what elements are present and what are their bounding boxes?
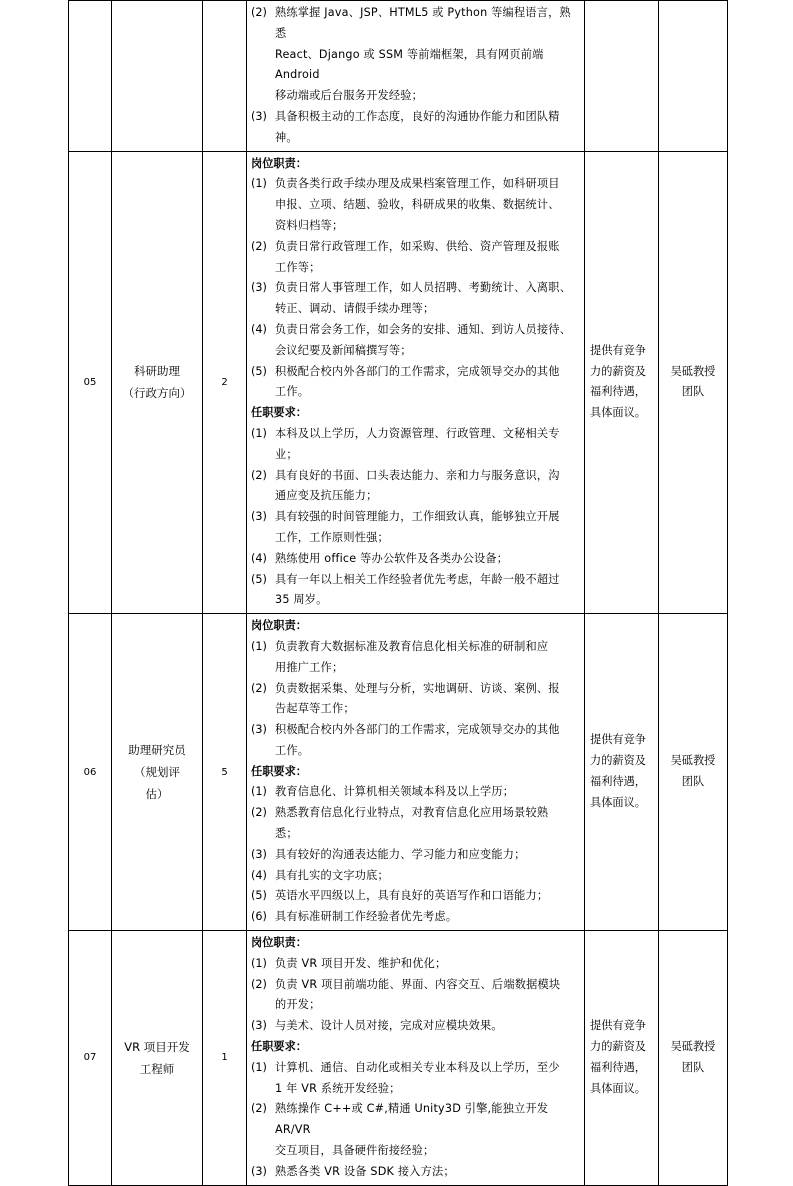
headcount-text: 5 <box>221 766 228 778</box>
item-line: 工作等； <box>275 260 321 274</box>
salary-info <box>585 1 659 152</box>
team-line: 团队 <box>681 385 705 399</box>
item-text <box>275 1162 580 1183</box>
job-title <box>112 1 203 152</box>
item-line: 悉； <box>275 827 298 841</box>
item-line: 具有较强的时间管理能力，工作细致认真，能够独立开展 <box>275 510 560 524</box>
item-number: (2) <box>251 977 267 991</box>
item-text <box>275 549 580 570</box>
job-number-text: 07 <box>83 1052 97 1064</box>
requirement-item <box>251 320 580 362</box>
item-text <box>275 278 580 320</box>
item-line: 具有较好的沟通表达能力、学习能力和应变能力； <box>275 847 526 861</box>
job-title-line: （行政方向） <box>122 386 192 401</box>
item-line: 业； <box>275 447 298 461</box>
item-number: (1) <box>251 956 267 970</box>
team-name <box>659 614 728 931</box>
item-text <box>275 570 580 612</box>
salary-line: 力的薪资及 <box>590 754 646 768</box>
job-details <box>247 1 585 152</box>
job-title <box>112 614 203 931</box>
salary-line: 提供有竞争 <box>590 733 646 747</box>
requirement-item <box>251 549 580 570</box>
item-number: (1) <box>251 639 267 653</box>
item-text <box>275 954 580 975</box>
item-number: (1) <box>251 426 267 440</box>
salary-line: 提供有竞争 <box>590 343 646 357</box>
job-number <box>69 931 112 1186</box>
item-number: (1) <box>251 785 267 799</box>
item-line: 负责 VR 项目前端功能、界面、内容交互、后端数据模块 <box>275 977 561 991</box>
job-number-text: 06 <box>83 766 97 778</box>
job-title <box>112 151 203 614</box>
salary-info <box>585 931 659 1186</box>
item-line: 积极配合校内外各部门的工作需求，完成领导交办的其他 <box>275 723 560 737</box>
item-text <box>275 1058 580 1100</box>
requirement-item <box>251 3 580 107</box>
job-number-text: 05 <box>83 376 97 388</box>
requirement-item <box>251 803 580 845</box>
job-title-line: VR 项目开发 <box>124 1039 190 1054</box>
item-number: (6) <box>251 910 267 924</box>
section-heading: 岗位职责： <box>251 936 307 950</box>
headcount <box>203 1 247 152</box>
item-line: 负责日常会务工作，如会务的安排、通知、到访人员接待、 <box>275 322 572 336</box>
team-line: 吴砥教授 <box>670 754 716 768</box>
item-text <box>275 466 580 508</box>
salary-info <box>585 151 659 614</box>
salary-line: 具体面议。 <box>590 1081 646 1095</box>
job-title-line: 估） <box>145 787 169 802</box>
salary-line: 具体面议。 <box>590 406 646 420</box>
requirement-item <box>251 954 580 975</box>
team-line: 吴砥教授 <box>670 364 716 378</box>
item-text <box>275 782 580 803</box>
item-number: (3) <box>251 1019 267 1033</box>
item-line: 35 周岁。 <box>275 593 328 607</box>
team-line: 团队 <box>681 775 705 789</box>
job-title <box>112 931 203 1186</box>
section-heading: 任职要求： <box>251 764 307 778</box>
salary-info <box>585 614 659 931</box>
item-number: (3) <box>251 723 267 737</box>
item-line: 积极配合校内外各部门的工作需求，完成领导交办的其他 <box>275 364 560 378</box>
item-number: (3) <box>251 510 267 524</box>
item-line: 负责数据采集、处理与分析，实地调研、访谈、案例、报 <box>275 681 560 695</box>
job-title-line: 科研助理 <box>134 364 180 379</box>
item-line: 负责教育大数据标准及教育信息化相关标准的研制和应 <box>275 639 549 653</box>
item-text <box>275 803 580 845</box>
item-number: (2) <box>251 681 267 695</box>
item-line: 工作。 <box>275 385 310 399</box>
job-title-line: 助理研究员 <box>128 743 186 758</box>
item-line: 转正、调动、请假手续办理等； <box>275 302 435 316</box>
salary-line: 福利待遇， <box>590 775 646 789</box>
headcount <box>203 614 247 931</box>
item-line: 资料归档等； <box>275 218 344 232</box>
headcount-text: 2 <box>221 376 228 388</box>
item-text <box>275 907 580 928</box>
item-line: 具有一年以上相关工作经验者优先考虑，年龄一般不超过 <box>275 572 560 586</box>
job-title-line: （规划评 <box>134 765 180 780</box>
job-number <box>69 151 112 614</box>
item-line: 英语水平四级以上，具有良好的英语写作和口语能力； <box>275 889 549 903</box>
team-line: 团队 <box>681 1060 705 1074</box>
item-number: (3) <box>251 1164 267 1178</box>
team-name <box>659 1 728 152</box>
item-line: 1 年 VR 系统开发经验； <box>275 1081 401 1095</box>
requirement-item <box>251 720 580 762</box>
section-heading: 任职要求： <box>251 1040 307 1054</box>
item-text <box>275 845 580 866</box>
salary-line: 福利待遇， <box>590 385 646 399</box>
item-text <box>275 679 580 721</box>
item-line: 具备积极主动的工作态度，良好的沟通协作能力和团队精 <box>275 109 560 123</box>
requirement-item <box>251 1058 580 1100</box>
item-line: 教育信息化、计算机相关领域本科及以上学历； <box>275 785 515 799</box>
item-number: (4) <box>251 551 267 565</box>
requirement-item <box>251 679 580 721</box>
item-line: 工作。 <box>275 743 310 757</box>
item-number: (2) <box>251 239 267 253</box>
section-heading: 岗位职责： <box>251 156 307 170</box>
item-line: 熟练掌握 Java、JSP、HTML5 或 Python 等编程语言，熟悉 <box>275 6 571 40</box>
job-details <box>247 614 585 931</box>
item-line: 负责 VR 项目开发、维护和优化； <box>275 956 447 970</box>
requirement-item <box>251 782 580 803</box>
job-number <box>69 1 112 152</box>
requirement-item <box>251 907 580 928</box>
team-name <box>659 151 728 614</box>
job-listing-table <box>68 0 728 1186</box>
requirement-item <box>251 1162 580 1183</box>
requirement-item <box>251 886 580 907</box>
salary-line: 力的薪资及 <box>590 364 646 378</box>
item-text <box>275 107 580 149</box>
item-line: 本科及以上学历，人力资源管理、行政管理、文秘相关专 <box>275 426 560 440</box>
item-line: 的开发； <box>275 998 321 1012</box>
item-number: (4) <box>251 868 267 882</box>
item-line: 通应变及抗压能力； <box>275 489 378 503</box>
section-heading: 任职要求： <box>251 406 307 420</box>
item-number: (3) <box>251 847 267 861</box>
item-line: 熟悉教育信息化行业特点，对教育信息化应用场景较熟 <box>275 806 549 820</box>
item-line: 熟练使用 office 等办公软件及各类办公设备； <box>275 551 509 565</box>
item-line: 申报、立项、结题、验收，科研成果的收集、数据统计、 <box>275 198 560 212</box>
requirement-item <box>251 278 580 320</box>
requirement-item <box>251 507 580 549</box>
item-line: 神。 <box>275 130 298 144</box>
table-row <box>69 931 728 1186</box>
item-line: 移动端或后台服务开发经验； <box>275 89 424 103</box>
requirement-item <box>251 174 580 236</box>
job-title-line: 工程师 <box>139 1061 175 1076</box>
requirement-item <box>251 466 580 508</box>
item-line: 告起草等工作； <box>275 702 355 716</box>
item-number: (5) <box>251 572 267 586</box>
job-details <box>247 931 585 1186</box>
item-line: React、Django 或 SSM 等前端框架，具有网页前端 Android <box>275 47 544 82</box>
headcount <box>203 931 247 1186</box>
item-line: 负责各类行政手续办理及成果档案管理工作，如科研项目 <box>275 177 560 191</box>
requirement-item <box>251 362 580 404</box>
item-line: 交互项目，具备硬件衔接经验； <box>275 1144 435 1158</box>
headcount <box>203 151 247 614</box>
item-text <box>275 320 580 362</box>
team-line: 吴砥教授 <box>670 1040 716 1054</box>
job-details <box>247 151 585 614</box>
requirement-item <box>251 637 580 679</box>
item-number: (2) <box>251 468 267 482</box>
item-line: 具有良好的书面、口头表达能力、亲和力与服务意识，沟 <box>275 468 560 482</box>
item-number: (5) <box>251 364 267 378</box>
requirement-item <box>251 424 580 466</box>
item-number: (2) <box>251 806 267 820</box>
item-text <box>275 866 580 887</box>
requirement-item <box>251 866 580 887</box>
item-text <box>275 1099 580 1161</box>
item-text <box>275 1016 580 1037</box>
item-text <box>275 886 580 907</box>
item-text <box>275 174 580 236</box>
item-text <box>275 975 580 1017</box>
requirement-item <box>251 1099 580 1161</box>
item-number: (2) <box>251 6 267 19</box>
item-line: 会议纪要及新闻稿撰写等； <box>275 343 412 357</box>
table-row <box>69 614 728 931</box>
item-line: 工作，工作原则性强； <box>275 530 389 544</box>
team-name <box>659 931 728 1186</box>
table-row <box>69 1 728 152</box>
item-line: 计算机、通信、自动化或相关专业本科及以上学历，至少 <box>275 1060 560 1074</box>
section-heading: 岗位职责： <box>251 619 307 633</box>
item-number: (5) <box>251 889 267 903</box>
item-number: (2) <box>251 1102 267 1116</box>
job-number <box>69 614 112 931</box>
item-text <box>275 237 580 279</box>
item-text <box>275 720 580 762</box>
item-line: 具有标准研制工作经验者优先考虑。 <box>275 910 458 924</box>
headcount-text: 1 <box>221 1052 228 1064</box>
item-number: (3) <box>251 281 267 295</box>
table-row <box>69 151 728 614</box>
salary-line: 提供有竞争 <box>590 1019 646 1033</box>
item-line: 负责日常行政管理工作，如采购、供给、资产管理及报账 <box>275 239 560 253</box>
item-number: (3) <box>251 109 267 123</box>
requirement-item <box>251 237 580 279</box>
item-text <box>275 362 580 404</box>
requirement-item <box>251 845 580 866</box>
item-line: 与美术、设计人员对接，完成对应模块效果。 <box>275 1019 503 1033</box>
item-line: 具有扎实的文字功底； <box>275 868 389 882</box>
requirement-item <box>251 107 580 149</box>
item-line: 熟悉各类 VR 设备 SDK 接入方法； <box>275 1164 455 1178</box>
requirement-item <box>251 975 580 1017</box>
requirement-item <box>251 570 580 612</box>
salary-line: 力的薪资及 <box>590 1040 646 1054</box>
item-text <box>275 3 580 107</box>
requirement-item <box>251 1016 580 1037</box>
item-line: 用推广工作； <box>275 660 344 674</box>
item-number: (4) <box>251 322 267 336</box>
item-line: 负责日常人事管理工作，如人员招聘、考勤统计、入离职、 <box>275 281 572 295</box>
salary-line: 具体面议。 <box>590 795 646 809</box>
salary-line: 福利待遇， <box>590 1060 646 1074</box>
item-text <box>275 424 580 466</box>
table-body <box>69 1 728 1186</box>
item-text <box>275 637 580 679</box>
item-text <box>275 507 580 549</box>
item-number: (1) <box>251 1060 267 1074</box>
item-number: (1) <box>251 177 267 191</box>
item-line: 熟练操作 C++或 C#,精通 Unity3D 引擎,能独立开发 AR/VR <box>275 1102 549 1137</box>
